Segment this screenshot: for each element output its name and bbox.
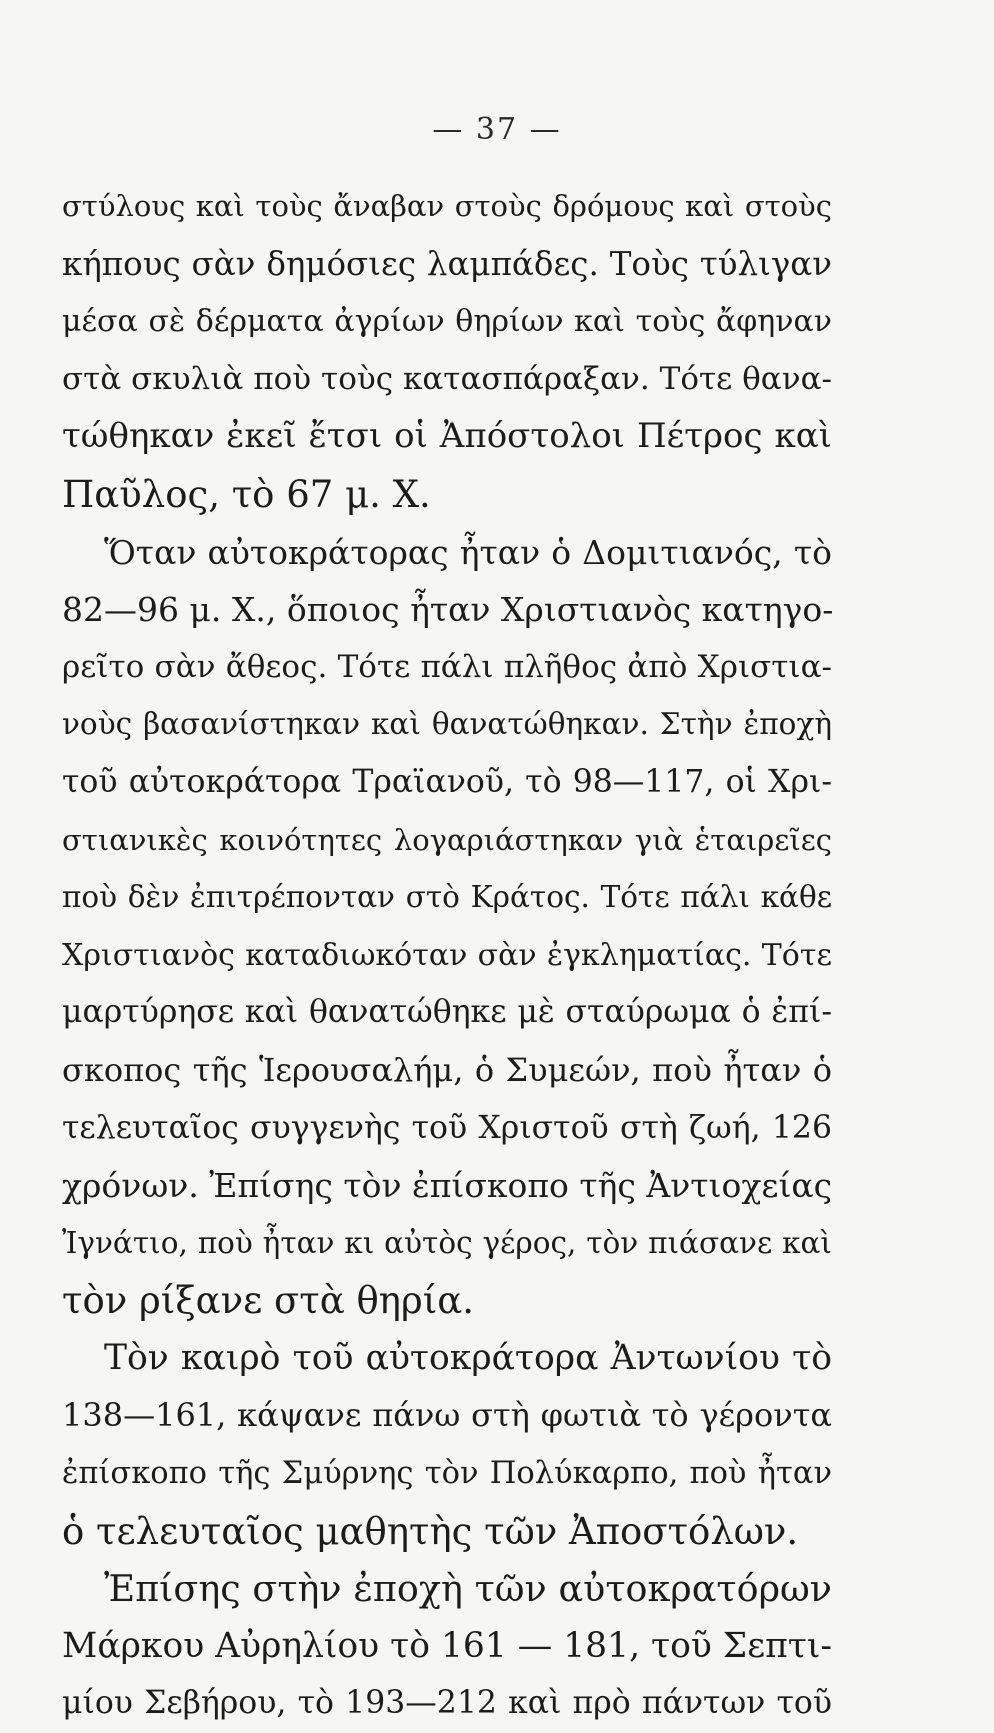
paragraph-1: [62, 178, 832, 524]
text-line: στύλους καὶ τοὺς ἄναβαν στοὺς δρόμους καὶ στοὺς: [62, 189, 832, 223]
text-line: ὁ τελευταῖος μαθητὴς τῶν Ἀποστόλων.: [62, 1509, 799, 1553]
text-line: σκοπος τῆς Ἱερουσαλήμ, ὁ Συμεών, ποὺ ἦταν ὁ: [62, 1050, 832, 1089]
text-line: κήπους σὰν δημόσιες λαμπάδες. Τοὺς τύλιγαν: [62, 244, 832, 283]
text-line: Ἐπίσης στὴν ἐποχὴ τῶν αὐτοκρατόρων: [104, 1567, 832, 1611]
text-line: μίου Σεβήρου, τὸ 193—212 καὶ πρὸ πάντων τοῦ: [62, 1685, 832, 1722]
paragraph-4: [62, 1560, 832, 1733]
text-line: τὸν ρίξανε στὰ θηρία.: [62, 1279, 474, 1323]
text-line: Τὸν καιρὸ τοῦ αὐτοκράτορα Ἀντωνίου τὸ: [104, 1337, 832, 1378]
text-line: ποὺ δὲν ἐπιτρέπονταν στὸ Κράτος. Τότε πάλι κάθε: [62, 880, 832, 915]
text-line: μαρτύρησε καὶ θανατώθηκε μὲ σταύρωμα ὁ ἐπί-: [62, 994, 832, 1031]
text-line: χρόνων. Ἐπίσης τὸν ἐπίσκοπο τῆς Ἀντιοχείας: [62, 1166, 833, 1206]
text-line: στιανικὲς κοινότητες λογαριάστηκαν γιὰ ἑταιρεῖες: [62, 822, 832, 857]
text-line: τώθηκαν ἐκεῖ ἔτσι οἱ Ἀπόστολοι Πέτρος καὶ: [62, 416, 832, 457]
paragraph-2: [62, 524, 832, 1330]
text-line: ἐπίσκοπο τῆς Σμύρνης τὸν Πολύκαρπο, ποὺ ἦταν: [62, 1456, 832, 1492]
text-line: στὰ σκυλιὰ ποὺ τοὺς κατασπάραξαν. Τότε θανα-: [62, 360, 832, 397]
text-line: μέσα σὲ δέρματα ἀγρίων θηρίων καὶ τοὺς ἄφηναν: [62, 304, 832, 340]
text-line: 82—96 μ. Χ., ὅποιος ἦταν Χριστιανὸς κατηγο-: [62, 590, 834, 630]
text-line: Μάρκου Αὐρηλίου τὸ 161 — 181, τοῦ Σεπτι-: [62, 1625, 833, 1666]
text-line: ρεῖτο σὰν ἄθεος. Τότε πάλι πλῆθος ἀπὸ Χριστια-: [62, 648, 832, 685]
text-line: τοῦ αὐτοκράτορα Τραϊανοῦ, τὸ 98—117, οἱ Χρι-: [62, 763, 832, 800]
text-line: Ὅταν αὐτοκράτορας ἦταν ὁ Δομιτιανός, τὸ: [104, 532, 832, 572]
page-number: — 37 —: [432, 112, 562, 147]
text-line: 138—161, κάψανε πάνω στὴ φωτιὰ τὸ γέροντα: [62, 1396, 832, 1435]
text-line: Ἰγνάτιο, ποὺ ἦταν κι αὐτὸς γέρος, τὸν πιάσανε καὶ: [62, 1225, 832, 1260]
text-line: Χριστιανὸς καταδιωκόταν σὰν ἐγκληματίας. Τότε: [62, 937, 832, 973]
text-line: νοὺς βασανίστηκαν καὶ θανατώθηκαν. Στὴν ἐποχὴ: [62, 707, 832, 742]
paragraph-3: [62, 1330, 832, 1560]
text-line: τελευταῖος συγγενὴς τοῦ Χριστοῦ στὴ ζωή, 126: [62, 1109, 832, 1146]
text-line: Παῦλος, τὸ 67 μ. Χ.: [62, 472, 431, 516]
